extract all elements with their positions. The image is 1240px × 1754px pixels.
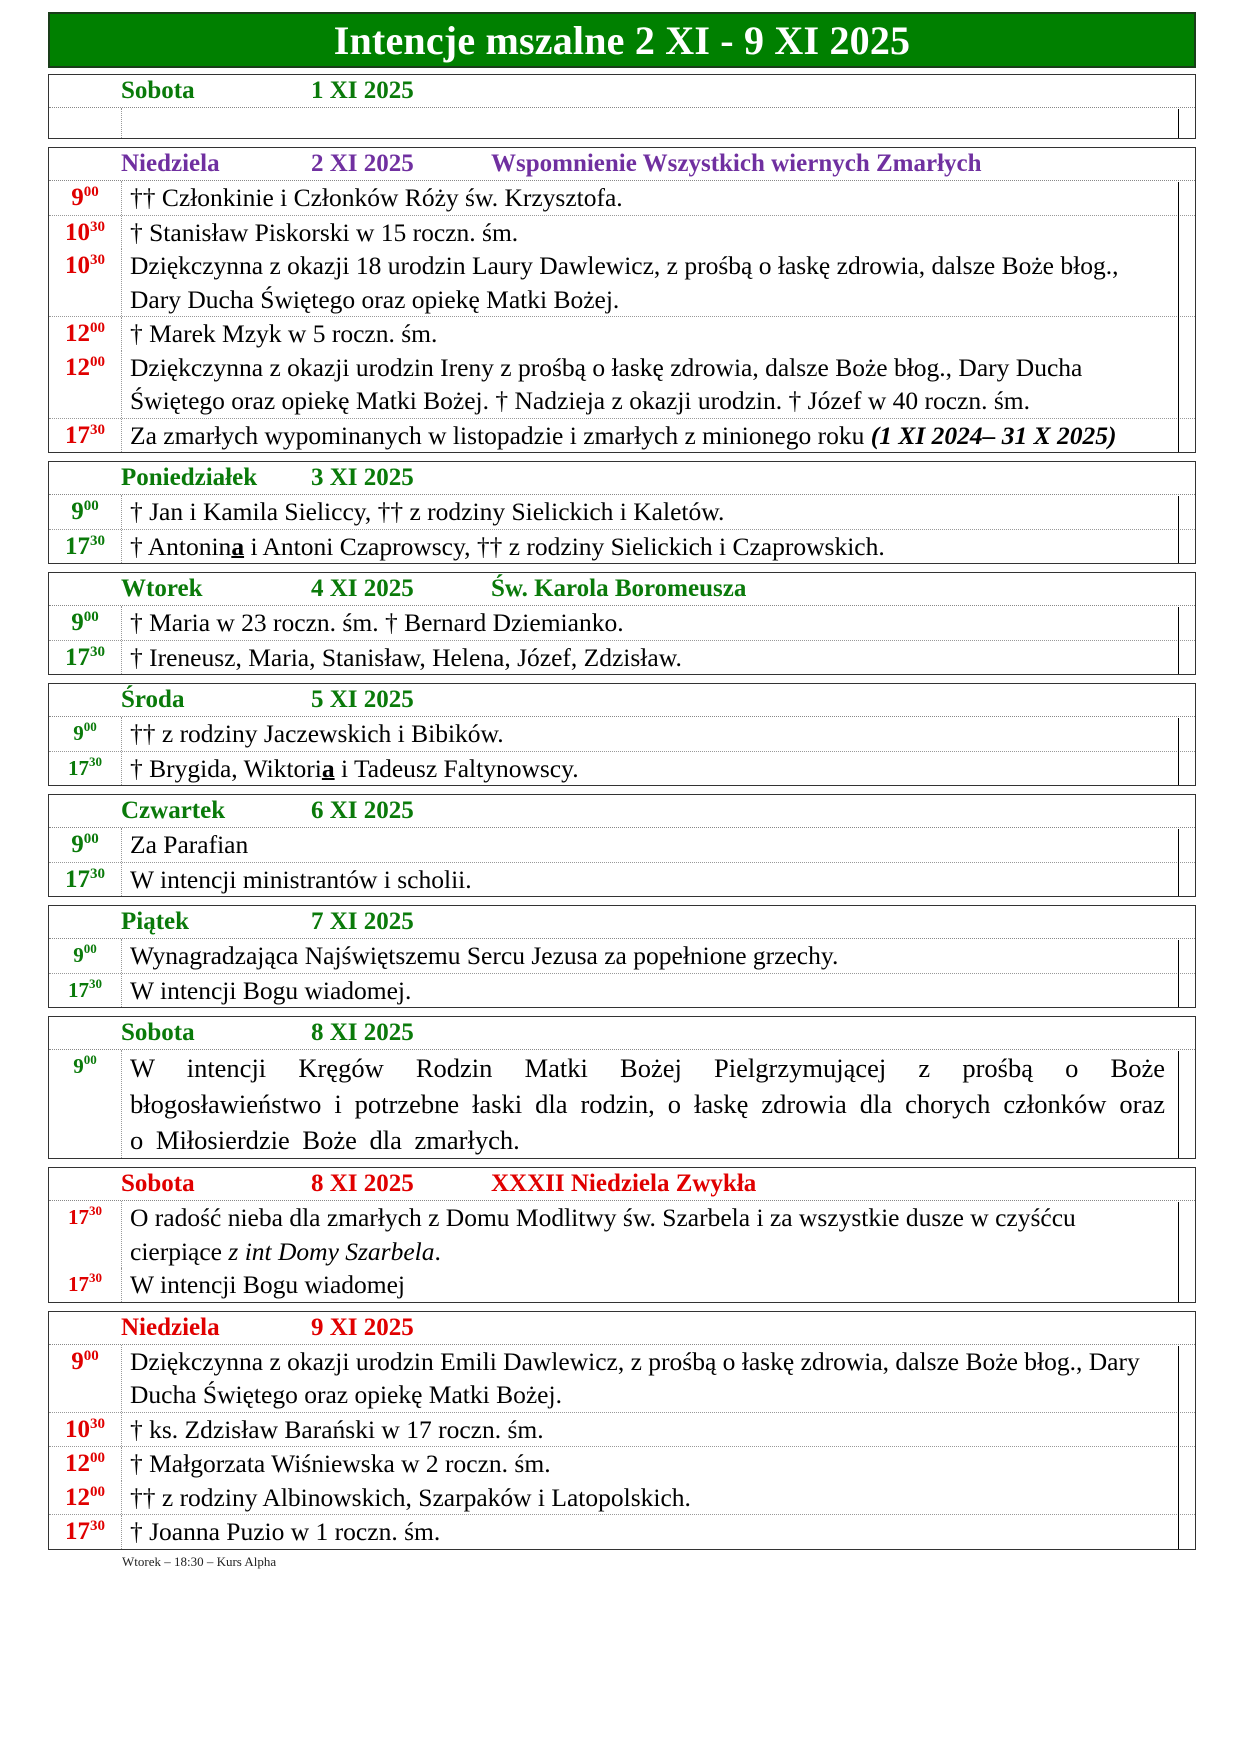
mass-time: $9^{00}$ (49, 939, 122, 973)
intention-text: † Marek Mzyk w 5 roczn. śm. (130, 319, 438, 348)
intention-cell (122, 108, 1195, 138)
page-title: Intencje mszalne 2 XI - 9 XI 2025 (333, 17, 911, 63)
intention-text: † Małgorzata Wiśniewska w 2 roczn. śm. (130, 1449, 551, 1478)
intention-text: † Ireneusz, Maria, Stanisław, Helena, Józef, Zdzisław. (130, 642, 682, 672)
table-row (49, 974, 1195, 1008)
intention-text: Wynagradzająca Najświętszemu Sercu Jezusa za popełnione grzechy. (130, 941, 839, 970)
intention-text: Dziękczynna z okazji urodzin Emili Dawlewicz, z prośbą o łaskę zdrowia, dalsze Boże błog., Dary Ducha Świętego oraz opiekę Matki Bożej. (130, 1346, 1140, 1409)
mass-time: $17^{30}$ (49, 419, 122, 453)
feast-name: Wspomnienie Wszystkich wiernych Zmarłych (491, 150, 982, 177)
table-row (49, 752, 1195, 786)
table-row (49, 606, 1195, 641)
title-banner (48, 12, 1196, 68)
day-header (49, 573, 1195, 606)
intention-text: † Brygida, Wiktori (130, 753, 322, 783)
table-row (49, 1413, 1195, 1448)
intention-cell (122, 419, 1195, 453)
day-date: 9 XI 2025 (311, 1313, 414, 1341)
mass-time: $12^{00}$ (49, 351, 122, 418)
mass-time: $17^{30}$ (49, 641, 122, 675)
mass-time: $10^{30}$ (49, 249, 122, 316)
table-row (49, 1515, 1195, 1549)
table-row (49, 317, 1195, 351)
intention-text: † Maria w 23 roczn. śm. † Bernard Dziemianko. (130, 608, 624, 637)
day-block-niedziela-2-xi (48, 147, 1196, 453)
table-row (49, 1201, 1195, 1268)
intention-text: † Joanna Puzio w 1 roczn. śm. (130, 1517, 441, 1546)
table-row (49, 419, 1195, 453)
intention-text: W intencji ministrantów i scholii. (130, 864, 472, 894)
mass-time: $12^{00}$ (49, 1447, 122, 1481)
day-block-piatek (48, 905, 1196, 1008)
intention-text-end: . (434, 1236, 441, 1266)
day-name: Niedziela (121, 1313, 220, 1341)
intention-text: Dziękczynna z okazji 18 urodzin Laury Dawlewicz, z prośbą o łaskę zdrowia, dalsze Boże błog., Dary Ducha Świętego oraz opiekę Matki Bożej. (130, 251, 1119, 314)
mass-time: $9^{00}$ (49, 1050, 122, 1158)
day-header (49, 148, 1195, 181)
mass-time: $9^{00}$ (49, 1345, 122, 1412)
table-row (49, 351, 1195, 419)
day-block-czwartek (48, 794, 1196, 897)
intention-cell (122, 752, 1195, 786)
table-row (49, 1481, 1195, 1516)
mass-time: $10^{30}$ (49, 1413, 122, 1447)
table-row (49, 641, 1195, 675)
intentions-page (48, 0, 1196, 1570)
intention-text: i Tadeusz Faltynowscy. (334, 753, 579, 783)
table-row (49, 1345, 1195, 1413)
day-header (49, 684, 1195, 717)
underlined-letter: a (321, 753, 335, 783)
day-name: Sobota (121, 1019, 195, 1046)
intention-text: Za Parafian (130, 830, 249, 859)
time-cell (49, 108, 122, 138)
date-range-note: (1 XI 2024– 31 X 2025) (870, 420, 1117, 450)
table-row (49, 863, 1195, 897)
intention-text: Dziękczynna z okazji urodzin Ireny z prośbą o łaskę zdrowia, dalsze Boże błog., Dary Ducha Świętego oraz opiekę Matki Bożej. † Nadzieja z okazji urodzin. † Józef w 40 roczn. śm. (130, 352, 1083, 415)
day-header (49, 462, 1195, 495)
day-block-poniedzialek (48, 461, 1196, 564)
intention-text: i Antoni Czaprowscy, †† z rodziny Sielickich i Czaprowskich. (244, 531, 885, 561)
day-name: Sobota (121, 77, 195, 104)
day-name: Piątek (121, 908, 190, 935)
intention-cell (122, 1201, 1195, 1268)
table-row (49, 1268, 1195, 1302)
day-block-sobota-8-xi (48, 1016, 1196, 1159)
day-header (49, 1168, 1195, 1201)
table-row (49, 530, 1195, 564)
table-row (49, 828, 1195, 863)
table-row (49, 1050, 1195, 1158)
intention-text: W intencji Bogu wiadomej. (130, 975, 412, 1005)
day-date: 2 XI 2025 (311, 150, 414, 177)
day-block-niedziela-9-xi (48, 1311, 1196, 1550)
day-name: Wtorek (121, 575, 203, 602)
day-header (49, 906, 1195, 939)
intention-text: Za zmarłych wypominanych w listopadzie i zmarłych z minionego roku (130, 420, 871, 450)
mass-time: $17^{30}$ (49, 1268, 122, 1302)
intention-text: O radość nieba dla zmarłych z Domu Modlitwy św. Szarbela i za wszystkie dusze w czyśćcu cierpiące (130, 1203, 1076, 1266)
day-name: Czwartek (121, 797, 226, 824)
day-header (49, 75, 1195, 108)
empty-row (49, 108, 1195, 138)
intention-text: W intencji Kręgów Rodzin Matki Bożej Pielgrzymującej z prośbą o Boże błogosławieństwo i potrzebne łaski dla rodzin, o łaskę zdrowia dla chorych członków oraz o Miłosierdzie Boże dla zmarłych. (130, 1053, 1165, 1155)
intention-text: † Stanisław Piskorski w 15 roczn. śm. (130, 217, 519, 247)
intention-cell (122, 530, 1195, 564)
day-block-sroda (48, 683, 1196, 786)
day-header (49, 795, 1195, 828)
table-row (49, 216, 1195, 250)
day-name: Środa (121, 686, 185, 713)
mass-time: $17^{30}$ (49, 752, 122, 786)
day-date: 8 XI 2025 (311, 1019, 414, 1046)
mass-time: $17^{30}$ (49, 530, 122, 564)
mass-time: $17^{30}$ (49, 1201, 122, 1268)
feast-name: Św. Karola Boromeusza (491, 575, 747, 602)
day-name: Poniedziałek (121, 464, 258, 491)
mass-time: $9^{00}$ (49, 606, 122, 640)
day-block-wtorek (48, 572, 1196, 675)
table-row (49, 495, 1195, 530)
day-name: Sobota (121, 1170, 195, 1197)
intention-text: † ks. Zdzisław Barański w 17 roczn. śm. (130, 1414, 544, 1444)
day-date: 6 XI 2025 (311, 797, 414, 824)
day-name: Niedziela (121, 150, 220, 177)
intention-text: †† z rodziny Jaczewskich i Bibików. (130, 719, 504, 748)
day-date: 1 XI 2025 (311, 77, 414, 104)
intention-text: † Jan i Kamila Sieliccy, †† z rodziny Sielickich i Kaletów. (130, 497, 725, 526)
footnote: Wtorek – 18:30 – Kurs Alpha (122, 1553, 277, 1569)
day-block-sobota-8-xi-vigil (48, 1167, 1196, 1303)
intention-text: W intencji Bogu wiadomej (130, 1270, 406, 1299)
table-row (49, 1447, 1195, 1481)
intention-text: †† z rodziny Albinowskich, Szarpaków i Latopolskich. (130, 1482, 691, 1512)
mass-time: $12^{00}$ (49, 1481, 122, 1515)
underlined-letter: a (231, 531, 245, 561)
mass-time: $17^{30}$ (49, 863, 122, 897)
feast-name: XXXII Niedziela Zwykła (491, 1170, 757, 1197)
mass-time: $17^{30}$ (49, 974, 122, 1008)
intention-text: †† Członkinie i Członków Róży św. Krzysztofa. (130, 183, 623, 212)
table-row (49, 717, 1195, 752)
day-date: 5 XI 2025 (311, 686, 414, 713)
intention-text: † Antonin (130, 531, 232, 561)
day-date: 3 XI 2025 (311, 464, 414, 491)
day-header (49, 1312, 1195, 1345)
mass-time: $17^{30}$ (49, 1515, 122, 1549)
table-row (49, 181, 1195, 216)
day-header (49, 1017, 1195, 1050)
italic-note: z int Domy Szarbela (228, 1236, 435, 1266)
mass-time: $9^{00}$ (49, 495, 122, 529)
mass-time: $9^{00}$ (49, 181, 122, 215)
day-date: 4 XI 2025 (311, 575, 414, 602)
day-date: 8 XI 2025 (311, 1170, 414, 1197)
table-row (49, 249, 1195, 317)
mass-time: $9^{00}$ (49, 828, 122, 862)
day-block-sobota-1-xi (48, 74, 1196, 139)
day-date: 7 XI 2025 (311, 908, 414, 935)
mass-time: $9^{00}$ (49, 717, 122, 751)
table-row (49, 939, 1195, 974)
mass-time: $10^{30}$ (49, 216, 122, 250)
mass-time: $12^{00}$ (49, 317, 122, 351)
